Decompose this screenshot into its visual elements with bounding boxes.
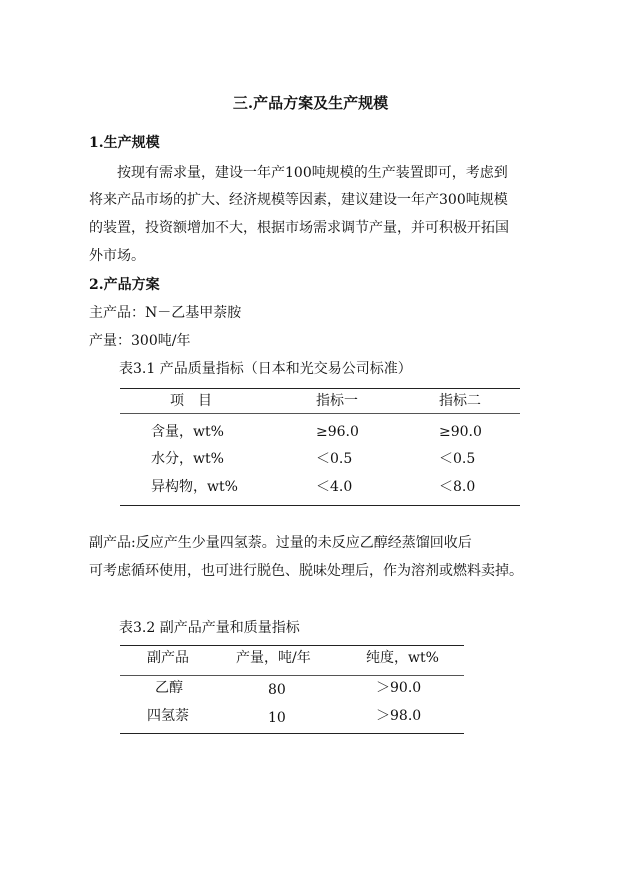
table1-cell: ＜0.5	[439, 451, 476, 467]
main-product-line: 主产品：N－乙基甲萘胺	[89, 305, 242, 321]
table2-caption: 表3.2 副产品产量和质量指标	[119, 620, 300, 636]
table2-cell: ＞90.0	[376, 680, 422, 696]
table1-cell: 异构物，wt%	[151, 479, 238, 495]
table2-cell: 80	[268, 682, 286, 698]
table2-header-rule	[120, 675, 464, 676]
page-title: 三.产品方案及生产规模	[232, 94, 389, 112]
paragraph-line: 外市场。	[89, 248, 145, 264]
table1-header-index2: 指标二	[439, 393, 481, 409]
table1-header-rule	[120, 413, 520, 414]
byproduct-line: 可考虑循环使用，也可进行脱色、脱味处理后，作为溶剂或燃料卖掉。	[89, 563, 523, 579]
table1-header-item: 项 目	[170, 393, 212, 409]
paragraph-line: 按现有需求量，建设一年产100吨规模的生产装置即可，考虑到	[117, 165, 508, 181]
paragraph-line: 的装置，投资额增加不大，根据市场需求调节产量，并可积极开拓国	[89, 220, 509, 236]
output-line: 产量：300吨/年	[89, 333, 191, 349]
table1-header-index1: 指标一	[316, 393, 358, 409]
table2-header-byproduct: 副产品	[147, 650, 189, 666]
section-heading-product-plan: 2.产品方案	[89, 277, 160, 293]
table1-top-rule	[120, 388, 520, 389]
table1-bottom-rule	[120, 505, 520, 506]
table1-cell: ＜4.0	[316, 479, 353, 495]
table2-top-rule	[120, 645, 464, 646]
table1-cell: 水分，wt%	[151, 451, 224, 467]
table1-cell: ≥90.0	[439, 424, 482, 440]
table2-cell: 10	[268, 710, 286, 726]
section-heading-production-scale: 1.生产规模	[89, 135, 160, 151]
table2-cell: 四氢萘	[147, 708, 189, 724]
table1-caption: 表3.1 产品质量指标（日本和光交易公司标准）	[119, 361, 412, 377]
table1-cell: 含量，wt%	[151, 424, 224, 440]
table1-cell: ＜0.5	[316, 451, 353, 467]
table2-bottom-rule	[120, 733, 464, 734]
table1-cell: ≥96.0	[316, 424, 359, 440]
table2-cell: ＞98.0	[376, 708, 422, 724]
paragraph-line: 将来产品市场的扩大、经济规模等因素，建议建设一年产300吨规模	[89, 192, 508, 208]
table1-cell: ＜8.0	[439, 479, 476, 495]
table2-header-output: 产量，吨/年	[236, 650, 311, 666]
table2-cell: 乙醇	[155, 680, 183, 696]
byproduct-line: 副产品:反应产生少量四氢萘。过量的未反应乙醇经蒸馏回收后	[89, 535, 472, 551]
table2-header-purity: 纯度，wt%	[366, 650, 439, 666]
